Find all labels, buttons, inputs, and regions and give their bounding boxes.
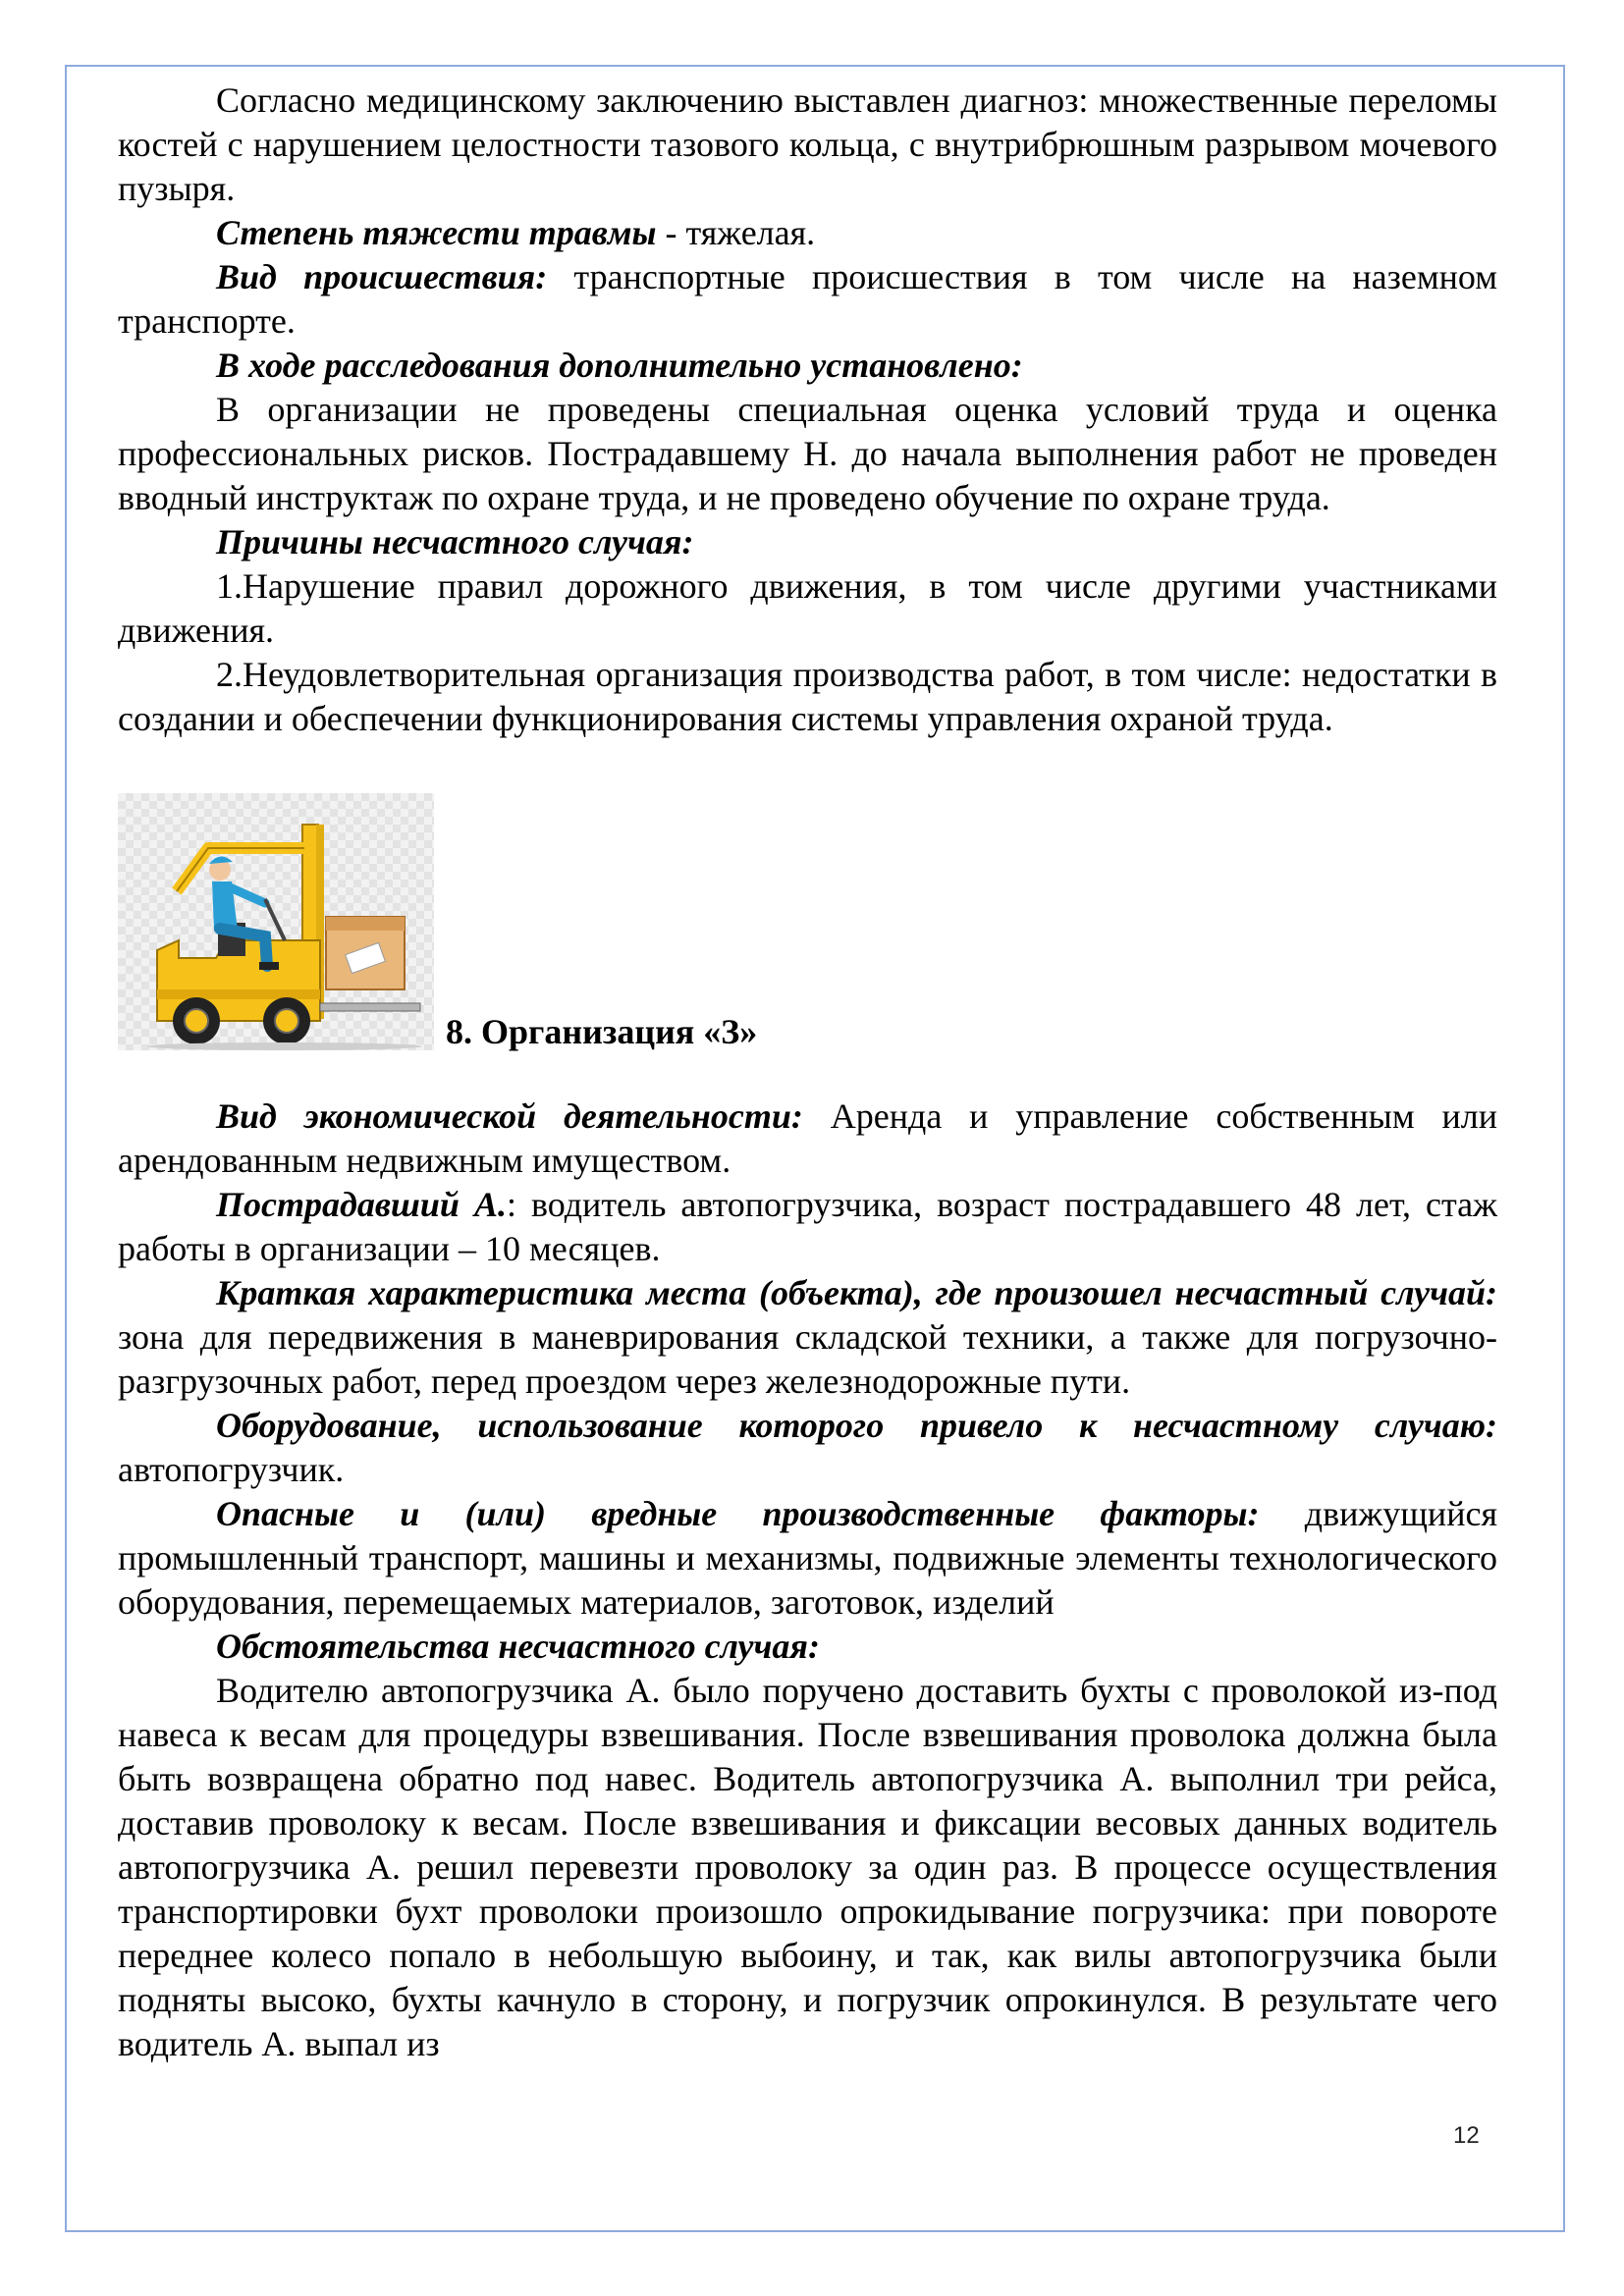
circumstances-paragraph: Водителю автопогрузчика А. было поручено доставить бухты с проволокой из-под навеса к весам для процедуры взвешивания. После взвешивания проволока должна была быть возвращена обратно под навес. Водитель автопогрузчика А. выполнил три рейса, доставив проволоку к весам. После взвешивания и фиксации весовых данных водитель автопогрузчика А. решил перевезти проволоку за один раз. В процессе осуществления транспортировки бухт проволоки произошло опрокидывание погрузчика: при повороте переднее колесо попало в небольшую выбоину, и так, как вилы автопогрузчика были подняты высоко, бухты качнуло в сторону, и погрузчик опрокинулся. В результате чего водитель А. выпал из (118, 1671, 1497, 2063)
activity-label: Вид экономической деятельности: (216, 1096, 803, 1136)
forklift-icon (118, 793, 434, 1050)
diagnosis-paragraph: Согласно медицинскому заключению выставлен диагноз: множественные переломы костей с нарушением целостности тазового кольца, с внутрибрюшным разрывом мочевого пузыря. (118, 80, 1497, 208)
equipment-paragraph (118, 1404, 1497, 1492)
spacer (118, 741, 1497, 785)
activity-paragraph (118, 1095, 1497, 1183)
circumstances-heading (118, 1625, 1497, 1669)
severity-paragraph (118, 211, 1497, 255)
hazards-paragraph (118, 1492, 1497, 1625)
section-header (118, 785, 1497, 1050)
equipment-label: Оборудование, использование которого привело к несчастному случаю: (216, 1406, 1497, 1445)
page-content (118, 79, 1497, 2066)
equipment-value: автопогрузчик. (118, 1450, 345, 1489)
circumstances-label: Обстоятельства несчастного случая: (216, 1627, 820, 1666)
cause-item: 1.Нарушение правил дорожного движения, в том числе другими участниками движения. (118, 566, 1497, 650)
incident-type-label: Вид происшествия: (216, 257, 548, 296)
place-value: зона для передвижения в маневрирования складской техники, а также для погрузочно-разгрузочных работ, перед проездом через железнодорожные пути. (118, 1317, 1497, 1401)
page-number: 12 (1453, 2122, 1480, 2149)
severity-label: Степень тяжести травмы (216, 213, 657, 252)
investigation-label: В ходе расследования дополнительно установлено: (216, 346, 1023, 385)
spacer (118, 1050, 1497, 1095)
causes-label: Причины несчастного случая: (216, 522, 694, 561)
hazards-label: Опасные и (или) вредные производственные факторы: (216, 1494, 1260, 1533)
section-title: 8. Организация «З» (446, 1012, 758, 1051)
incident-type-value: транспортные происшествия в том числе на наземном транспорте. (118, 257, 1497, 341)
victim-label: Пострадавший А. (216, 1185, 507, 1224)
hazards-value: движущийся промышленный транспорт, машины и механизмы, подвижные элементы технологического оборудования, перемещаемых материалов, заготовок, изделий (118, 1494, 1498, 1622)
place-paragraph (118, 1271, 1497, 1404)
investigation-heading (118, 344, 1497, 388)
cause-item: 2.Неудовлетворительная организация производства работ, в том числе: недостатки в создании и обеспечении функционирования системы управления охраной труда. (118, 655, 1497, 738)
victim-value: : водитель автопогрузчика, возраст пострадавшего 48 лет, стаж работы в организации – 10 месяцев. (118, 1185, 1498, 1268)
victim-paragraph (118, 1183, 1497, 1271)
severity-value: - тяжелая. (656, 213, 816, 252)
causes-heading (118, 520, 1497, 564)
incident-type-paragraph (118, 255, 1497, 344)
place-label: Краткая характеристика места (объекта), где произошел несчастный случай: (216, 1273, 1497, 1312)
forklift-illustration (118, 793, 434, 1050)
investigation-paragraph: В организации не проведены специальная оценка условий труда и оценка профессиональных рисков. Пострадавшему Н. до начала выполнения работ не проведен вводный инструктаж по охране труда, и не проведено обучение по охране труда. (118, 390, 1497, 517)
activity-value: Аренда и управление собственным или арендованным недвижным имуществом. (118, 1096, 1497, 1180)
